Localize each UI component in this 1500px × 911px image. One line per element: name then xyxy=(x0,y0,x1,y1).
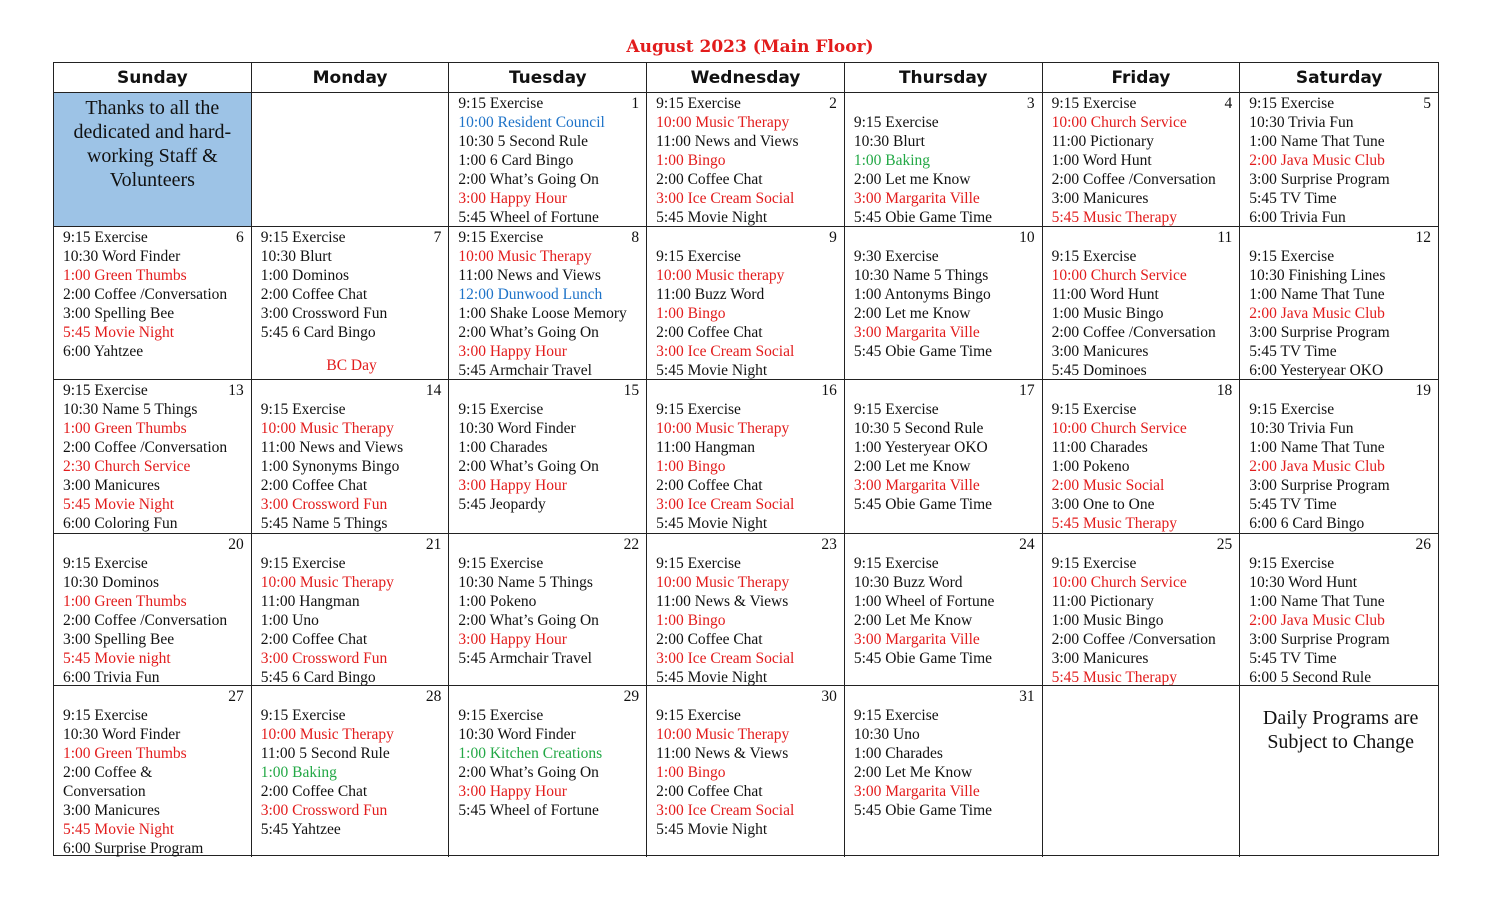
event: 5:45 Wheel of Fortune xyxy=(458,209,599,226)
event: 9:15 Exercise xyxy=(63,707,148,724)
event: 3:00 Happy Hour xyxy=(458,631,567,648)
day-number: 22 xyxy=(623,536,640,553)
day-cell-14 xyxy=(252,380,450,534)
day-cell-5 xyxy=(1240,93,1438,227)
event: 3:00 Ice Cream Social xyxy=(656,802,795,819)
day-number: 28 xyxy=(425,688,442,705)
event: 9:15 Exercise xyxy=(853,707,939,724)
day-number: 16 xyxy=(821,382,837,399)
event: 1:00 Word Hunt xyxy=(1051,152,1152,169)
event: 1:00 Name That Tune xyxy=(1249,286,1385,303)
event: 3:00 Spelling Bee xyxy=(63,631,175,648)
day-cell-8 xyxy=(449,227,647,380)
event: 10:30 Name 5 Things xyxy=(853,267,989,284)
event: 1:00 Music Bingo xyxy=(1051,305,1164,322)
event: 11:00 Hangman xyxy=(656,439,756,456)
event: 10:30 Name 5 Things xyxy=(458,574,593,591)
thanks-note: Thanks to all the dedicated and hard-working Staff & Volunteers xyxy=(54,93,252,227)
day-cell-1 xyxy=(449,93,647,227)
day-cell-empty xyxy=(252,93,450,227)
event: 3:00 Crossword Fun xyxy=(260,305,388,322)
event: 5:45 Obie Game Time xyxy=(853,343,993,360)
event: 2:00 Coffee Chat xyxy=(656,631,763,648)
event: 3:00 Manicures xyxy=(63,477,160,494)
day-cell-31 xyxy=(845,686,1043,857)
day-number: 23 xyxy=(821,536,837,553)
event: 6:00 5 Second Rule xyxy=(1249,669,1372,686)
day-number: 12 xyxy=(1415,229,1431,246)
event: 6:00 Yesteryear OKO xyxy=(1249,362,1384,379)
event: 2:00 Let me Know xyxy=(853,458,971,475)
event: 3:00 Margarita Ville xyxy=(853,190,980,207)
day-number: 14 xyxy=(425,382,442,399)
event: 5:45 6 Card Bingo xyxy=(260,669,376,686)
event: 10:30 Blurt xyxy=(853,133,925,150)
day-cell-22 xyxy=(449,534,647,686)
event: 2:00 Coffee Chat xyxy=(656,171,763,188)
day-number: 30 xyxy=(821,688,837,705)
day-cell-28 xyxy=(252,686,450,857)
event: 3:00 Manicures xyxy=(1051,343,1149,360)
day-cell-6 xyxy=(54,227,252,380)
event: 1:00 6 Card Bingo xyxy=(458,152,574,169)
event: 2:00 Coffee /Conversation xyxy=(63,286,228,303)
event: 10:30 Word Finder xyxy=(458,420,576,437)
event: 9:15 Exercise xyxy=(260,555,346,572)
event: 1:00 Green Thumbs xyxy=(63,267,187,284)
event: 9:15 Exercise xyxy=(1249,95,1335,112)
event: 2:00 Coffee Chat xyxy=(656,477,763,494)
event: 5:45 Movie Night xyxy=(656,821,768,838)
event: 9:15 Exercise xyxy=(853,114,939,131)
day-cell-2 xyxy=(647,93,845,227)
event: 10:30 5 Second Rule xyxy=(853,420,984,437)
event: 2:00 Java Music Club xyxy=(1249,612,1385,629)
event: 1:00 Yesteryear OKO xyxy=(853,439,988,456)
event: 5:45 Movie Night xyxy=(656,209,768,226)
event: 9:15 Exercise xyxy=(458,401,544,418)
event: 9:15 Exercise xyxy=(260,229,346,246)
event: 6:00 Trivia Fun xyxy=(63,669,160,686)
day-cell-20 xyxy=(54,534,252,686)
event: 2:00 Coffee Chat xyxy=(656,324,763,341)
event: 11:00 News and Views xyxy=(458,267,601,284)
event: 10:30 Uno xyxy=(853,726,920,743)
event: 5:45 Music Therapy xyxy=(1051,209,1177,226)
day-number: 29 xyxy=(623,688,640,705)
event: 10:30 Word Finder xyxy=(63,248,181,265)
event: 3:00 Manicures xyxy=(63,802,160,819)
event: 5:45 TV Time xyxy=(1249,343,1337,360)
event: 1:00 Kitchen Creations xyxy=(458,745,603,762)
header-saturday: Saturday xyxy=(1240,63,1438,93)
event: 3:00 Ice Cream Social xyxy=(656,190,795,207)
day-cell-10 xyxy=(845,227,1043,380)
day-cell-24 xyxy=(845,534,1043,686)
day-cell-21 xyxy=(252,534,450,686)
day-number: 31 xyxy=(1019,688,1035,705)
event: 11:00 Charades xyxy=(1051,439,1148,456)
schedule-change-note: Daily Programs are Subject to Change xyxy=(1262,707,1419,753)
day-number: 8 xyxy=(631,229,640,246)
event: 5:45 Obie Game Time xyxy=(853,496,993,513)
event: 9:15 Exercise xyxy=(63,229,148,246)
event: 3:00 Margarita Ville xyxy=(853,324,980,341)
event: 2:00 What’s Going On xyxy=(458,458,599,475)
event: Conversation xyxy=(63,783,146,800)
event: 11:00 Word Hunt xyxy=(1051,286,1159,303)
day-cell-27 xyxy=(54,686,252,857)
event: 11:00 News & Views xyxy=(656,593,789,610)
header-friday: Friday xyxy=(1043,63,1241,93)
event: 2:00 Let Me Know xyxy=(853,764,973,781)
event: 10:30 Trivia Fun xyxy=(1249,420,1354,437)
event: 9:15 Exercise xyxy=(656,95,741,112)
event: 9:15 Exercise xyxy=(458,229,544,246)
day-cell-29 xyxy=(449,686,647,857)
event: 1:00 Green Thumbs xyxy=(63,420,187,437)
event: 1:00 Wheel of Fortune xyxy=(853,593,995,610)
event: 3:00 Manicures xyxy=(1051,190,1149,207)
event: 2:00 What’s Going On xyxy=(458,324,599,341)
event: 9:30 Exercise xyxy=(853,248,939,265)
event: 5:45 Dominoes xyxy=(1051,362,1147,379)
event: 2:00 Coffee /Conversation xyxy=(1051,171,1216,188)
event: 10:30 Word Hunt xyxy=(1249,574,1358,591)
event: 10:30 Blurt xyxy=(260,248,332,265)
header-monday: Monday xyxy=(252,63,450,93)
event: 10:00 Music Therapy xyxy=(260,420,394,437)
event: 3:00 Happy Hour xyxy=(458,477,567,494)
event: 10:00 Music therapy xyxy=(656,267,785,284)
event: 10:30 Trivia Fun xyxy=(1249,114,1354,131)
event: 2:00 Coffee /Conversation xyxy=(63,439,228,456)
event: 5:45 Obie Game Time xyxy=(853,802,993,819)
event: 5:45 Name 5 Things xyxy=(260,515,388,532)
event: 2:00 Coffee /Conversation xyxy=(63,612,228,629)
day-number: 7 xyxy=(433,229,442,246)
day-number: 1 xyxy=(631,95,640,112)
event: 2:00 Coffee Chat xyxy=(656,783,763,800)
event: 3:00 Crossword Fun xyxy=(260,650,388,667)
day-cell-26 xyxy=(1240,534,1438,686)
event: 6:00 6 Card Bingo xyxy=(1249,515,1365,532)
event: 5:45 Wheel of Fortune xyxy=(458,802,599,819)
day-number: 5 xyxy=(1423,95,1431,112)
day-cell-23 xyxy=(647,534,845,686)
day-number: 20 xyxy=(228,536,244,553)
event: 2:00 Java Music Club xyxy=(1249,152,1385,169)
day-cell-4 xyxy=(1043,93,1241,227)
event: 9:15 Exercise xyxy=(1051,248,1137,265)
event: 3:00 Surprise Program xyxy=(1249,631,1390,648)
event: 9:15 Exercise xyxy=(1051,555,1137,572)
event: 9:15 Exercise xyxy=(656,248,741,265)
day-cell-17 xyxy=(845,380,1043,534)
day-number: 26 xyxy=(1415,536,1431,553)
event: 10:00 Music Therapy xyxy=(656,420,790,437)
event: 11:00 Pictionary xyxy=(1051,593,1154,610)
event: 9:15 Exercise xyxy=(458,95,544,112)
day-number: 25 xyxy=(1216,536,1233,553)
event: 5:45 Movie night xyxy=(63,650,171,667)
event: 10:00 Music Therapy xyxy=(656,574,790,591)
event: 1:00 Green Thumbs xyxy=(63,593,187,610)
event: 10:30 Word Finder xyxy=(458,726,576,743)
event: 2:00 Coffee & xyxy=(63,764,153,781)
event: 5:45 TV Time xyxy=(1249,190,1337,207)
event: 9:15 Exercise xyxy=(853,401,939,418)
day-number: 21 xyxy=(425,536,442,553)
event: 1:00 Green Thumbs xyxy=(63,745,187,762)
event: 9:15 Exercise xyxy=(1249,401,1335,418)
event: 5:45 6 Card Bingo xyxy=(260,324,376,341)
event: 5:45 Movie Night xyxy=(656,669,768,686)
event: 6:00 Yahtzee xyxy=(63,343,144,360)
event: 11:00 Buzz Word xyxy=(656,286,765,303)
event: 2:00 Coffee /Conversation xyxy=(1051,631,1216,648)
day-cell-18 xyxy=(1043,380,1241,534)
event: 1:00 Antonyms Bingo xyxy=(853,286,991,303)
day-number: 6 xyxy=(235,229,244,246)
event: 2:00 What’s Going On xyxy=(458,764,599,781)
event: 1:00 Bingo xyxy=(656,612,726,629)
event: 1:00 Synonyms Bingo xyxy=(260,458,400,475)
event: 6:00 Surprise Program xyxy=(63,840,204,857)
event: 5:45 Jeopardy xyxy=(458,496,546,513)
event: 5:45 Movie Night xyxy=(656,515,768,532)
day-number: 18 xyxy=(1216,382,1233,399)
event: 9:15 Exercise xyxy=(260,401,346,418)
event: 9:15 Exercise xyxy=(63,382,148,399)
event: 9:15 Exercise xyxy=(656,555,741,572)
event: 1:00 Baking xyxy=(853,152,931,169)
event: 1:00 Pokeno xyxy=(458,593,537,610)
event: 2:00 Music Social xyxy=(1051,477,1165,494)
day-cell-9 xyxy=(647,227,845,380)
event: 10:30 Dominos xyxy=(63,574,160,591)
event: 3:00 Ice Cream Social xyxy=(656,496,795,513)
day-cell-19 xyxy=(1240,380,1438,534)
event: 3:00 Happy Hour xyxy=(458,783,567,800)
event: 1:00 Pokeno xyxy=(1051,458,1130,475)
event: 10:30 5 Second Rule xyxy=(458,133,589,150)
event: 3:00 Ice Cream Social xyxy=(656,650,795,667)
event: 9:15 Exercise xyxy=(853,555,939,572)
event: 11:00 News & Views xyxy=(656,745,789,762)
event: 3:00 Surprise Program xyxy=(1249,477,1390,494)
event: 3:00 Surprise Program xyxy=(1249,324,1390,341)
event: 3:00 Manicures xyxy=(1051,650,1149,667)
event: 3:00 Happy Hour xyxy=(458,190,567,207)
day-cell-13 xyxy=(54,380,252,534)
header-wednesday: Wednesday xyxy=(647,63,845,93)
event: 10:30 Finishing Lines xyxy=(1249,267,1386,284)
event: 2:00 Java Music Club xyxy=(1249,458,1385,475)
event: 6:00 Coloring Fun xyxy=(63,515,178,532)
event: 2:00 Coffee /Conversation xyxy=(1051,324,1216,341)
event: 9:15 Exercise xyxy=(1249,248,1335,265)
calendar-grid xyxy=(53,62,1439,856)
event: 11:00 News and Views xyxy=(656,133,799,150)
event: 3:00 Margarita Ville xyxy=(853,477,980,494)
event: 3:00 Margarita Ville xyxy=(853,783,980,800)
event: 6:00 Trivia Fun xyxy=(1249,209,1346,226)
event: 5:45 Armchair Travel xyxy=(458,362,592,379)
event: 3:00 Surprise Program xyxy=(1249,171,1390,188)
event: 9:15 Exercise xyxy=(260,707,346,724)
event: 5:45 TV Time xyxy=(1249,496,1337,513)
event: 1:00 Music Bingo xyxy=(1051,612,1164,629)
day-number: 19 xyxy=(1415,382,1431,399)
event: 2:00 What’s Going On xyxy=(458,171,599,188)
event: 1:00 Bingo xyxy=(656,152,726,169)
day-number: 24 xyxy=(1019,536,1035,553)
event: 10:00 Church Service xyxy=(1051,267,1187,284)
event: 12:00 Dunwood Lunch xyxy=(458,286,603,303)
day-cell-11 xyxy=(1043,227,1241,380)
event: 3:00 Spelling Bee xyxy=(63,305,175,322)
event: 9:15 Exercise xyxy=(63,555,148,572)
day-cell-12 xyxy=(1240,227,1438,380)
event: 10:00 Resident Council xyxy=(458,114,605,131)
header-thursday: Thursday xyxy=(845,63,1043,93)
day-number: 4 xyxy=(1224,95,1233,112)
event: 2:00 Let Me Know xyxy=(853,612,973,629)
event: 11:00 Pictionary xyxy=(1051,133,1154,150)
event: 1:00 Bingo xyxy=(656,305,726,322)
event: 5:45 Movie Night xyxy=(656,362,768,379)
header-tuesday: Tuesday xyxy=(449,63,647,93)
calendar-title: August 2023 (Main Floor) xyxy=(626,37,874,57)
event: 5:45 Obie Game Time xyxy=(853,209,993,226)
event: 9:15 Exercise xyxy=(656,401,741,418)
event: 3:00 One to One xyxy=(1051,496,1155,513)
day-cell-30 xyxy=(647,686,845,857)
event: 1:00 Uno xyxy=(260,612,319,629)
day-cell-15 xyxy=(449,380,647,534)
event: 9:15 Exercise xyxy=(1051,401,1137,418)
day-number: 3 xyxy=(1026,95,1035,112)
event: 1:00 Shake Loose Memory xyxy=(458,305,627,322)
day-cell-7 xyxy=(252,227,450,380)
event: 3:00 Ice Cream Social xyxy=(656,343,795,360)
header-sunday: Sunday xyxy=(54,63,252,93)
event: 11:00 News and Views xyxy=(260,439,404,456)
event: 9:15 Exercise xyxy=(458,707,544,724)
event: 10:00 Church Service xyxy=(1051,574,1187,591)
day-number: 2 xyxy=(829,95,837,112)
event: 9:15 Exercise xyxy=(656,707,741,724)
event: 1:00 Charades xyxy=(853,745,943,762)
day-cell-16 xyxy=(647,380,845,534)
event: 2:00 Coffee Chat xyxy=(260,286,368,303)
event: 1:00 Charades xyxy=(458,439,548,456)
event: 10:00 Music Therapy xyxy=(260,574,394,591)
day-number: 13 xyxy=(228,382,244,399)
event: 1:00 Name That Tune xyxy=(1249,133,1385,150)
day-cell-3 xyxy=(845,93,1043,227)
event: 10:00 Music Therapy xyxy=(260,726,394,743)
event: 2:00 Let me Know xyxy=(853,305,971,322)
event: 1:00 Bingo xyxy=(656,458,726,475)
event: 9:15 Exercise xyxy=(1051,95,1137,112)
event: 11:00 Hangman xyxy=(260,593,360,610)
event: 5:45 Yahtzee xyxy=(260,821,341,838)
event: 10:30 Name 5 Things xyxy=(63,401,198,418)
event: 9:15 Exercise xyxy=(458,555,544,572)
event: 5:45 Music Therapy xyxy=(1051,515,1177,532)
event: 5:45 Obie Game Time xyxy=(853,650,993,667)
event: 11:00 5 Second Rule xyxy=(260,745,390,762)
event: 10:00 Music Therapy xyxy=(458,248,592,265)
event: 2:00 Coffee Chat xyxy=(260,477,368,494)
event: 1:00 Name That Tune xyxy=(1249,593,1385,610)
event: 1:00 Bingo xyxy=(656,764,726,781)
day-number: 10 xyxy=(1019,229,1035,246)
event: 9:15 Exercise xyxy=(1249,555,1335,572)
event: 5:45 TV Time xyxy=(1249,650,1337,667)
event: 1:00 Name That Tune xyxy=(1249,439,1385,456)
event: 2:00 Coffee Chat xyxy=(260,631,368,648)
event: 5:45 Movie Night xyxy=(63,821,175,838)
holiday-label: BC Day xyxy=(326,357,377,374)
event: 3:00 Happy Hour xyxy=(458,343,567,360)
event: 2:00 Coffee Chat xyxy=(260,783,368,800)
event: 5:45 Movie Night xyxy=(63,324,175,341)
event: 10:30 Buzz Word xyxy=(853,574,963,591)
event: 10:00 Music Therapy xyxy=(656,114,790,131)
event: 3:00 Crossword Fun xyxy=(260,802,388,819)
event: 2:00 What’s Going On xyxy=(458,612,599,629)
event: 10:00 Church Service xyxy=(1051,114,1187,131)
day-cell-empty xyxy=(1043,686,1241,857)
event: 3:00 Margarita Ville xyxy=(853,631,980,648)
day-number: 17 xyxy=(1019,382,1035,399)
event: 10:00 Music Therapy xyxy=(656,726,790,743)
event: 1:00 Dominos xyxy=(260,267,349,284)
event: 1:00 Baking xyxy=(260,764,337,781)
event: 5:45 Music Therapy xyxy=(1051,669,1177,686)
day-number: 11 xyxy=(1217,229,1233,246)
event: 3:00 Crossword Fun xyxy=(260,496,388,513)
day-number: 27 xyxy=(228,688,244,705)
event: 2:00 Let me Know xyxy=(853,171,971,188)
day-number: 9 xyxy=(829,229,837,246)
event: 5:45 Armchair Travel xyxy=(458,650,592,667)
event: 10:30 Word Finder xyxy=(63,726,181,743)
day-cell-25 xyxy=(1043,534,1241,686)
event: 2:30 Church Service xyxy=(63,458,191,475)
event: 2:00 Java Music Club xyxy=(1249,305,1385,322)
event: 10:00 Church Service xyxy=(1051,420,1187,437)
day-number: 15 xyxy=(623,382,640,399)
event: 5:45 Movie Night xyxy=(63,496,175,513)
